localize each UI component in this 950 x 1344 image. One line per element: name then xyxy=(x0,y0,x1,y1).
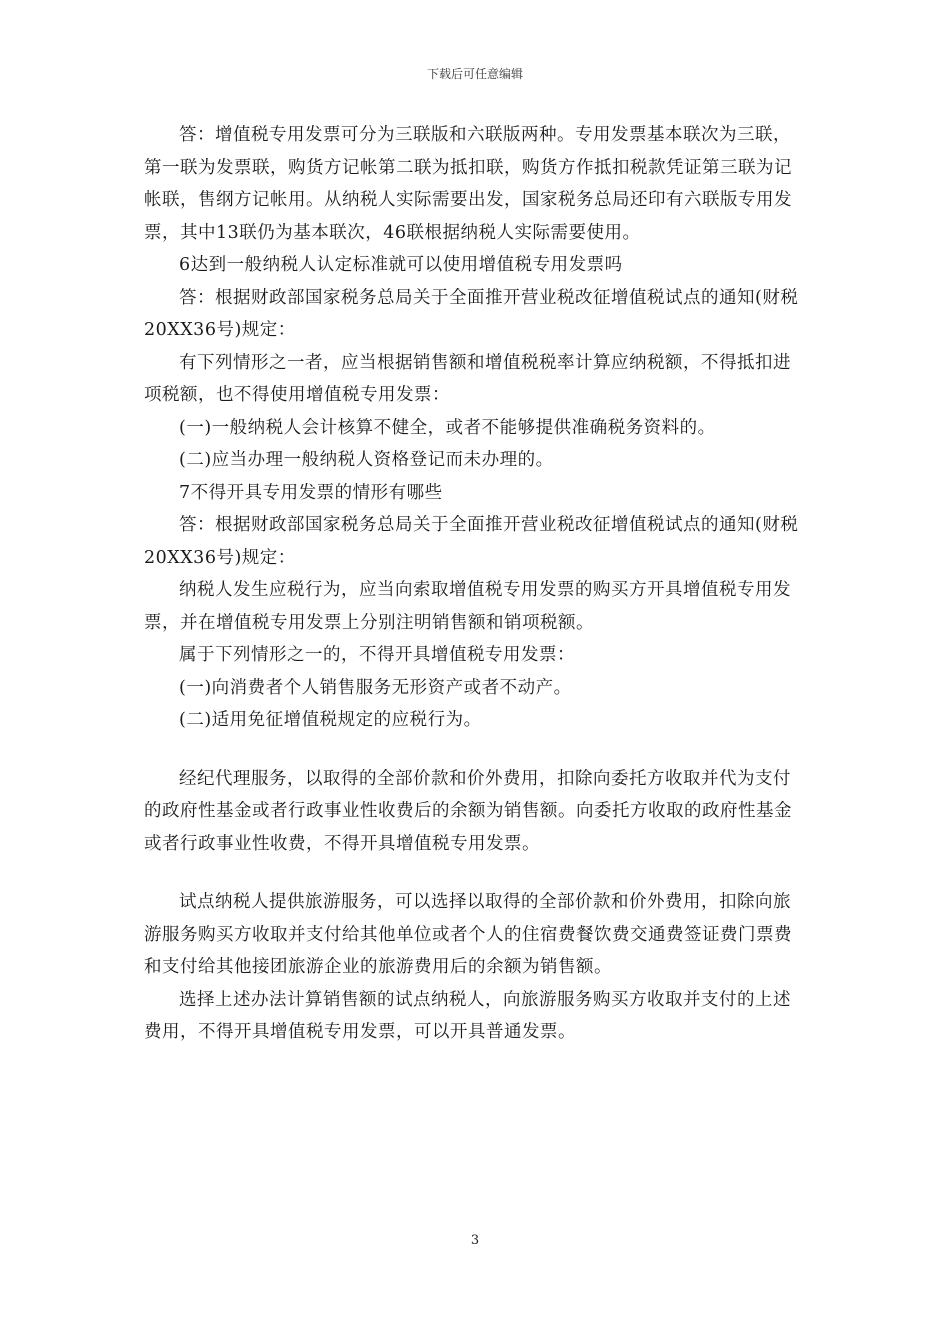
list-item-condition-2: (二)应当办理一般纳税人资格登记而未办理的。 xyxy=(179,450,554,470)
question-7: 7不得开具专用发票的情形有哪些 xyxy=(179,482,443,503)
paragraph-answer-invoice-versions: 答：增值税专用发票可分为三联版和六联版两种。专用发票基本联次为三联，第一联为发票联，购货方记帐第二联为抵扣联，购货方作抵扣税款凭证第三联为记帐联，售纲方记帐用。从纳税人实际需要出发，国家税务总局还印有六联版专用发票，其中13联仍为基本联次，46联根据纳税人实际需要使用。 xyxy=(144,125,792,243)
page-number: 3 xyxy=(470,1233,480,1248)
paragraph-brokerage-services: 经纪代理服务，以取得的全部价款和价外费用，扣除向委托方收取并代为支付的政府性基金或者行政事业性收费后的余额为销售额。向委托方收取的政府性基金或者行政事业性收费，不得开具增值税专用发票。 xyxy=(144,768,792,854)
paragraph-taxable-behavior: 纳税人发生应税行为，应当向索取增值税专用发票的购买方开具增值税专用发票，并在增值税专用发票上分别注明销售额和销项税额。 xyxy=(144,580,791,633)
paragraph-travel-invoicing: 选择上述办法计算销售额的试点纳税人，向旅游服务购买方收取并支付的上述费用，不得开具增值税专用发票，可以开具普通发票。 xyxy=(144,989,791,1042)
paragraph-spacer xyxy=(144,737,806,763)
question-6: 6达到一般纳税人认定标准就可以使用增值税专用发票吗 xyxy=(179,255,623,275)
list-item-prohibited-2: (二)适用免征增值税规定的应税行为。 xyxy=(179,710,482,730)
document-body xyxy=(144,119,806,1049)
list-item-prohibited-1: (一)向消费者个人销售服务无形资产或者不动产。 xyxy=(179,677,572,698)
paragraph-spacer xyxy=(144,860,806,886)
paragraph-prohibited-intro: 属于下列情形之一的，不得开具增值税专用发票： xyxy=(179,645,575,665)
list-item-condition-1: (一)一般纳税人会计核算不健全，或者不能够提供准确税务资料的。 xyxy=(179,417,716,438)
page-header: 下载后可任意编辑 xyxy=(426,67,523,81)
paragraph-travel-services: 试点纳税人提供旅游服务，可以选择以取得的全部价款和价外费用，扣除向旅游服务购买方收取并支付给其他单位或者个人的住宿费餐饮费交通费签证费门票费和支付给其他接团旅游企业的旅游费用后的余额为销售额。 xyxy=(144,892,792,977)
paragraph-answer-6: 答：根据财政部国家税务总局关于全面推开营业税改征增值税试点的通知(财税20XX36号)规定： xyxy=(144,287,799,340)
paragraph-conditions-intro: 有下列情形之一者，应当根据销售额和增值税税率计算应纳税额，不得抵扣进项税额，也不得使用增值税专用发票： xyxy=(144,352,791,405)
paragraph-answer-7: 答：根据财政部国家税务总局关于全面推开营业税改征增值税试点的通知(财税20XX36号)规定： xyxy=(144,515,799,568)
